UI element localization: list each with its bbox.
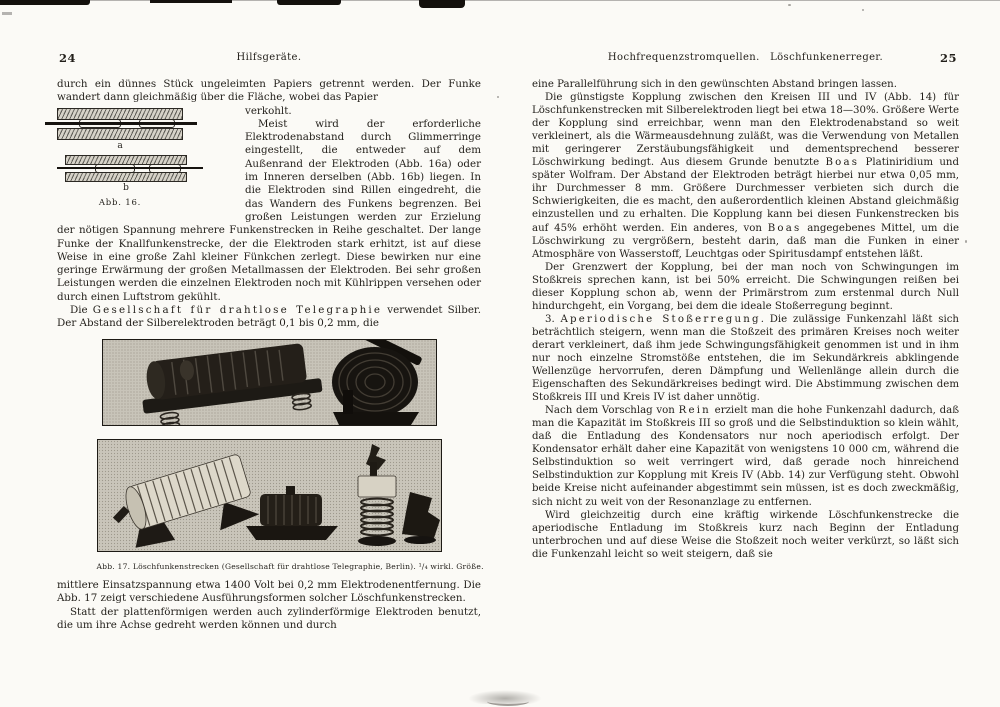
paragraph: Meist wird der erforderliche Elektrodenabstand durch Glimmerringe eingestellt, die entweder auf dem Außenrand der Elektroden (Abb. 16a) oder im Inneren derselben (Abb. 16b) liegen. In die Elektroden sind Rillen eingedreht, die das Wandern des Funkens begrenzen. Bei großen Leistungen werden zur Erzielung der nötigen Spannung mehrere Funkenstrecken in Reihe geschaltet. Der lange Funke der Knallfunkenstrecke, der die Elektroden stark erhitzt, ist auf diese Weise in eine große Zahl kleiner Fünkchen zerlegt. Diese bewirken nur eine geringe Erwärmung der großen Metallmassen der Elektroden. Bei sehr großen Leistungen werden die einzelnen Elektroden noch mit Kühlrippen versehen oder durch einen Luftstrom gekühlt. bbox=[57, 117, 481, 303]
paragraph: Nach dem Vorschlag von Rein erzielt man die hohe Funkenzahl dadurch, daß man die Kapazität im Stoßkreis III so groß und die Selbstinduktion so klein wählt, daß die Entladung des Kondensators nur noch aperiodisch erfolgt. Der Kondensator erhält daher eine Kapazität von wenigstens 10 000 cm, während die Selbstinduktion so weit verringert wird, daß gerade noch hinreichend Selbstinduktion zur Kopplung mit Kreis IV (Abb. 14) zur Verfügung steht. Obwohl beide Kreise nicht aufeinander abgestimmt sein müssen, ist es doch zweckmäßig, sich nicht zu weit von der Resonanzlage zu entfernen. bbox=[532, 405, 959, 508]
electrode-gap bbox=[57, 120, 183, 128]
paragraph: durch ein dünnes Stück ungeleimten Papiers getrennt werden. Der Funke wandert dann gleichmäßig über die Fläche, wobei das Papier bbox=[57, 78, 481, 104]
photo-illustration bbox=[98, 440, 441, 551]
paragraph: Die günstigste Kopplung zwischen den Kreisen III und IV (Abb. 14) für Löschfunkenstrecken mit Silberelektroden liegt bei etwa 18—30%. Größere Werte der Kopplung sind erreichbar, wenn man den Elektrodenabstand so weit verkleinert, als die Wärmeausdehnung zuläßt, was die Verwendung von Metallen mit geringerer Zerstäubungsfähigkeit und dementsprechend besserer Löschwirkung bedingt. Aus diesem Grunde benutzte Boas Platiniridium und später Wolfram. Der Abstand der Elektroden beträgt hierbei nur etwa 0,05 mm, ihr Durchmesser 8 mm. Größere Durchmesser verbieten sich durch die Schwierigkeiten, die es macht, den außerordentlich kleinen Abstand gleichmäßig einzustellen und zu erhalten. Die Kopplung kann bei diesen Funkenstrecken bis auf 45% erhöht werden. Ein anderes, von Boas angegebenes Mittel, um die Löschwirkung zu vergrößern, besteht darin, daß man die Funken in einer Atmosphäre von Wasserstoff, Leuchtgas oder Spiritusdampf entstehen läßt. bbox=[532, 92, 959, 260]
running-header-right: Hochfrequenzstromquellen. Löschfunkenerreger. bbox=[607, 52, 884, 63]
paragraph: Der Grenzwert der Kopplung, bei der man noch von Schwingungen im Stoßkreis sprechen kann, ist bei 50% erreicht. Die Schwingungen reißen bei dieser Kopplung schon ab, wenn der Primärstrom zum erstenmal durch Null hindurchgeht, ein Vorgang, bei dem die ideale Stoßerregung beginnt. bbox=[532, 261, 959, 312]
electrode-diagram-a bbox=[57, 108, 183, 140]
electrode-wire bbox=[57, 167, 203, 170]
paragraph: Statt der plattenförmigen werden auch zylinderförmige Elektroden benutzt, die um ihre Achse gedreht werden können und durch bbox=[57, 605, 481, 631]
paragraph: mittlere Einsatzspannung etwa 1400 Volt bei 0,2 mm Elektrodenentfernung. Die Abb. 17 zeigt verschiedene Ausführungsformen solcher Löschfunkenstrecken. bbox=[57, 578, 481, 605]
photo-illustration bbox=[103, 340, 436, 425]
figure-caption-abb16: Abb. 16. bbox=[98, 197, 142, 208]
running-header-left: Hilfsgeräte. bbox=[236, 52, 302, 63]
right-page-body bbox=[532, 78, 959, 561]
right-page bbox=[532, 52, 959, 561]
scan-speck bbox=[862, 9, 864, 11]
figure-caption-abb17: Abb. 17. Löschfunkenstrecken (Gesellschaft für drahtlose Telegraphie, Berlin). ¹/₄ wirkl. Größe. bbox=[96, 561, 484, 571]
electrode-gap bbox=[65, 165, 187, 172]
paragraph: Die Gesellschaft für drahtlose Telegraphie verwendet Silber. Der Abstand der Silberelektroden beträgt 0,1 bis 0,2 mm, die bbox=[57, 304, 481, 330]
page-number-left: 24 bbox=[59, 51, 77, 65]
electrode-plate bbox=[57, 128, 183, 140]
figure-abb17 bbox=[96, 339, 484, 573]
right-page-header bbox=[532, 52, 959, 66]
photo-spark-gaps-bottom bbox=[97, 439, 442, 552]
figure-label-a: a bbox=[117, 140, 123, 151]
electrode-plate bbox=[57, 108, 183, 120]
figure-label-b: b bbox=[123, 182, 129, 193]
electrode-diagram-b bbox=[65, 155, 187, 182]
electrode-plate bbox=[65, 172, 187, 182]
photo-spark-gaps-top bbox=[102, 339, 437, 426]
text-with-figure-wrap bbox=[57, 105, 481, 304]
paragraph: eine Parallelführung sich in den gewünschten Abstand bringen lassen. bbox=[532, 79, 897, 90]
paragraph: Wird gleichzeitig durch eine kräftig wirkende Löschfunkenstrecke die aperiodische Entladung im Stoßkreis kurz nach Beginn der Entladung unterbrochen und auf diese Weise die Stoßzeit noch weiter verkürzt, so läßt sich die Funkenzahl leicht so weit steigern, daß sie bbox=[532, 509, 959, 560]
scan-speck bbox=[497, 96, 499, 98]
figure-abb16 bbox=[57, 108, 233, 210]
scan-artifact bbox=[0, 0, 1000, 1]
left-page-body bbox=[57, 78, 484, 632]
scan-artifact bbox=[419, 0, 465, 8]
page-number-right: 25 bbox=[939, 51, 957, 65]
left-page bbox=[57, 51, 484, 632]
scan-speck bbox=[788, 4, 791, 6]
scan-speck bbox=[965, 240, 967, 243]
gutter-shadow bbox=[487, 697, 529, 706]
paragraph: 3. Aperiodische Stoßerregung. Die zulässige Funkenzahl läßt sich beträchtlich steigern, wenn man die Stoßzeit des primären Kreises noch weiter derart verkleinert, daß ihm jede Schwingungsfähigkeit genommen ist und in ihm nur noch einzelne Stromstöße entstehen, die im Sekundärkreis abklingende Wellenzüge hervorrufen, deren Dämpfung und Wellenlänge allein durch die Eigenschaften des Sekundärkreises bedingt wird. Die Abstimmung zwischen dem Stoßkreis III und Kreis IV ist daher unnötig. bbox=[532, 313, 959, 404]
left-page-header bbox=[57, 52, 481, 66]
scan-artifact bbox=[2, 12, 12, 15]
paragraph: verkohlt. bbox=[245, 104, 292, 117]
electrode-wire bbox=[45, 122, 197, 125]
